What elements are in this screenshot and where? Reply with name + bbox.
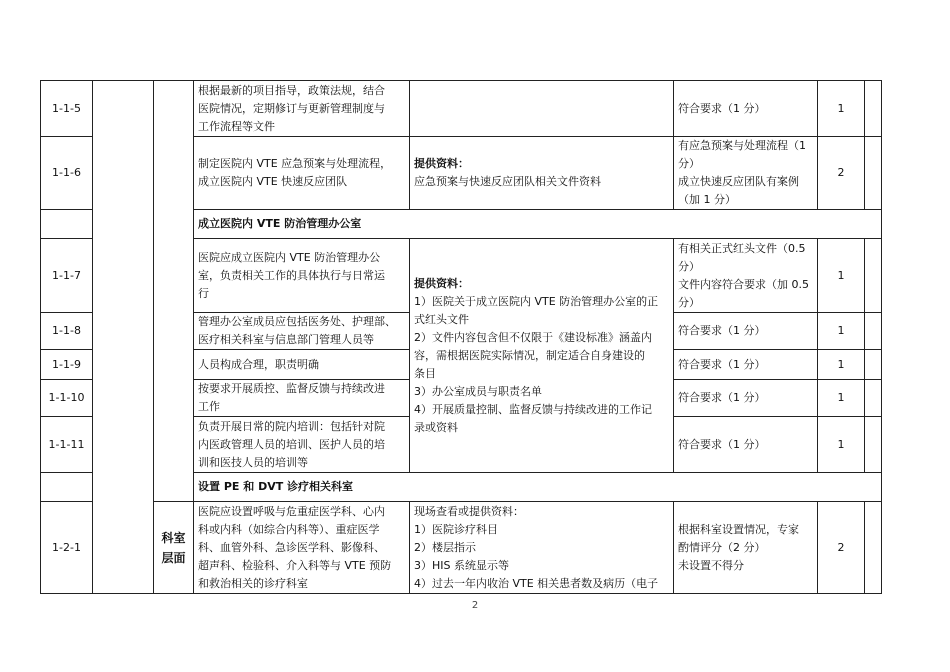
item-id: 1-1-10 [41,380,93,417]
item-id [41,210,93,239]
item-content: 人员构成合理，职责明确 [194,350,410,380]
actual-score-cell [865,502,882,594]
evidence-cell: 提供资料： 应急预案与快速反应团队相关文件资料 [410,137,674,210]
criteria-cell: 符合要求（1 分） [674,350,818,380]
item-id: 1-1-9 [41,350,93,380]
section-heading: 设置 PE 和 DVT 诊疗相关科室 [194,473,882,502]
item-content: 根据最新的项目指导，政策法规，结合 医院情况，定期修订与更新管理制度与 工作流程等文件 [194,81,410,137]
table-row [41,81,882,137]
score-cell: 1 [818,81,865,137]
actual-score-cell [865,313,882,350]
actual-score-cell [865,137,882,210]
item-content: 医院应成立医院内 VTE 防治管理办公 室，负责相关工作的具体执行与日常运 行 [194,239,410,313]
criteria-cell: 有相关正式红头文件（0.5 分） 文件内容符合要求（加 0.5 分） [674,239,818,313]
criteria-cell: 根据科室设置情况，专家 酌情评分（2 分） 未设置不得分 [674,502,818,594]
actual-score-cell [865,350,882,380]
score-cell: 1 [818,350,865,380]
score-cell: 1 [818,313,865,350]
item-id: 1-1-6 [41,137,93,210]
item-id: 1-1-8 [41,313,93,350]
item-content: 制定医院内 VTE 应急预案与处理流程， 成立医院内 VTE 快速反应团队 [194,137,410,210]
section-heading: 成立医院内 VTE 防治管理办公室 [194,210,882,239]
criteria-cell: 符合要求（1 分） [674,380,818,417]
item-id [41,473,93,502]
level-label: 科室 层面 [154,502,194,594]
score-cell: 1 [818,417,865,473]
item-id: 1-2-1 [41,502,93,594]
level-cell [154,81,194,502]
evidence-cell: 提供资料： 1）医院关于成立医院内 VTE 防治管理办公室的正 式红头文件 2）文件内容包含但不仅限于《建设标准》涵盖内 容，需根据医院实际情况，制定适合自身建设的 条目 3）办公室成员与职责名单 4）开展质量控制、监督反馈与持续改进的工作记 录或资料 [410,239,674,473]
item-content: 医院应设置呼吸与危重症医学科、心内 科或内科（如综合内科等）、重症医学 科、血管外科、急诊医学科、影像科、 超声科、检验科、介入科等与 VTE 预防 和救治相关的诊疗科室 [194,502,410,594]
item-content: 负责开展日常的院内培训：包括针对院 内医政管理人员的培训、医护人员的培 训和医技人员的培训等 [194,417,410,473]
score-cell: 1 [818,380,865,417]
actual-score-cell [865,380,882,417]
item-id: 1-1-7 [41,239,93,313]
item-content: 按要求开展质控、监督反馈与持续改进 工作 [194,380,410,417]
evaluation-table [40,80,882,594]
evidence-cell [410,81,674,137]
score-cell: 2 [818,137,865,210]
score-cell: 1 [818,239,865,313]
actual-score-cell [865,81,882,137]
evidence-cell: 现场查看或提供资料： 1）医院诊疗科目 2）楼层指示 3）HIS 系统显示等 4）过去一年内收治 VTE 相关患者数及病历（电子 [410,502,674,594]
criteria-cell: 符合要求（1 分） [674,417,818,473]
criteria-cell: 符合要求（1 分） [674,313,818,350]
score-cell: 2 [818,502,865,594]
page-number: 2 [471,600,479,611]
item-id: 1-1-11 [41,417,93,473]
category-cell [93,81,154,594]
actual-score-cell [865,417,882,473]
item-id: 1-1-5 [41,81,93,137]
actual-score-cell [865,239,882,313]
table-row [41,502,882,594]
criteria-cell: 有应急预案与处理流程（1 分） 成立快速反应团队有案例 （加 1 分） [674,137,818,210]
criteria-cell: 符合要求（1 分） [674,81,818,137]
item-content: 管理办公室成员应包括医务处、护理部、 医疗相关科室与信息部门管理人员等 [194,313,410,350]
